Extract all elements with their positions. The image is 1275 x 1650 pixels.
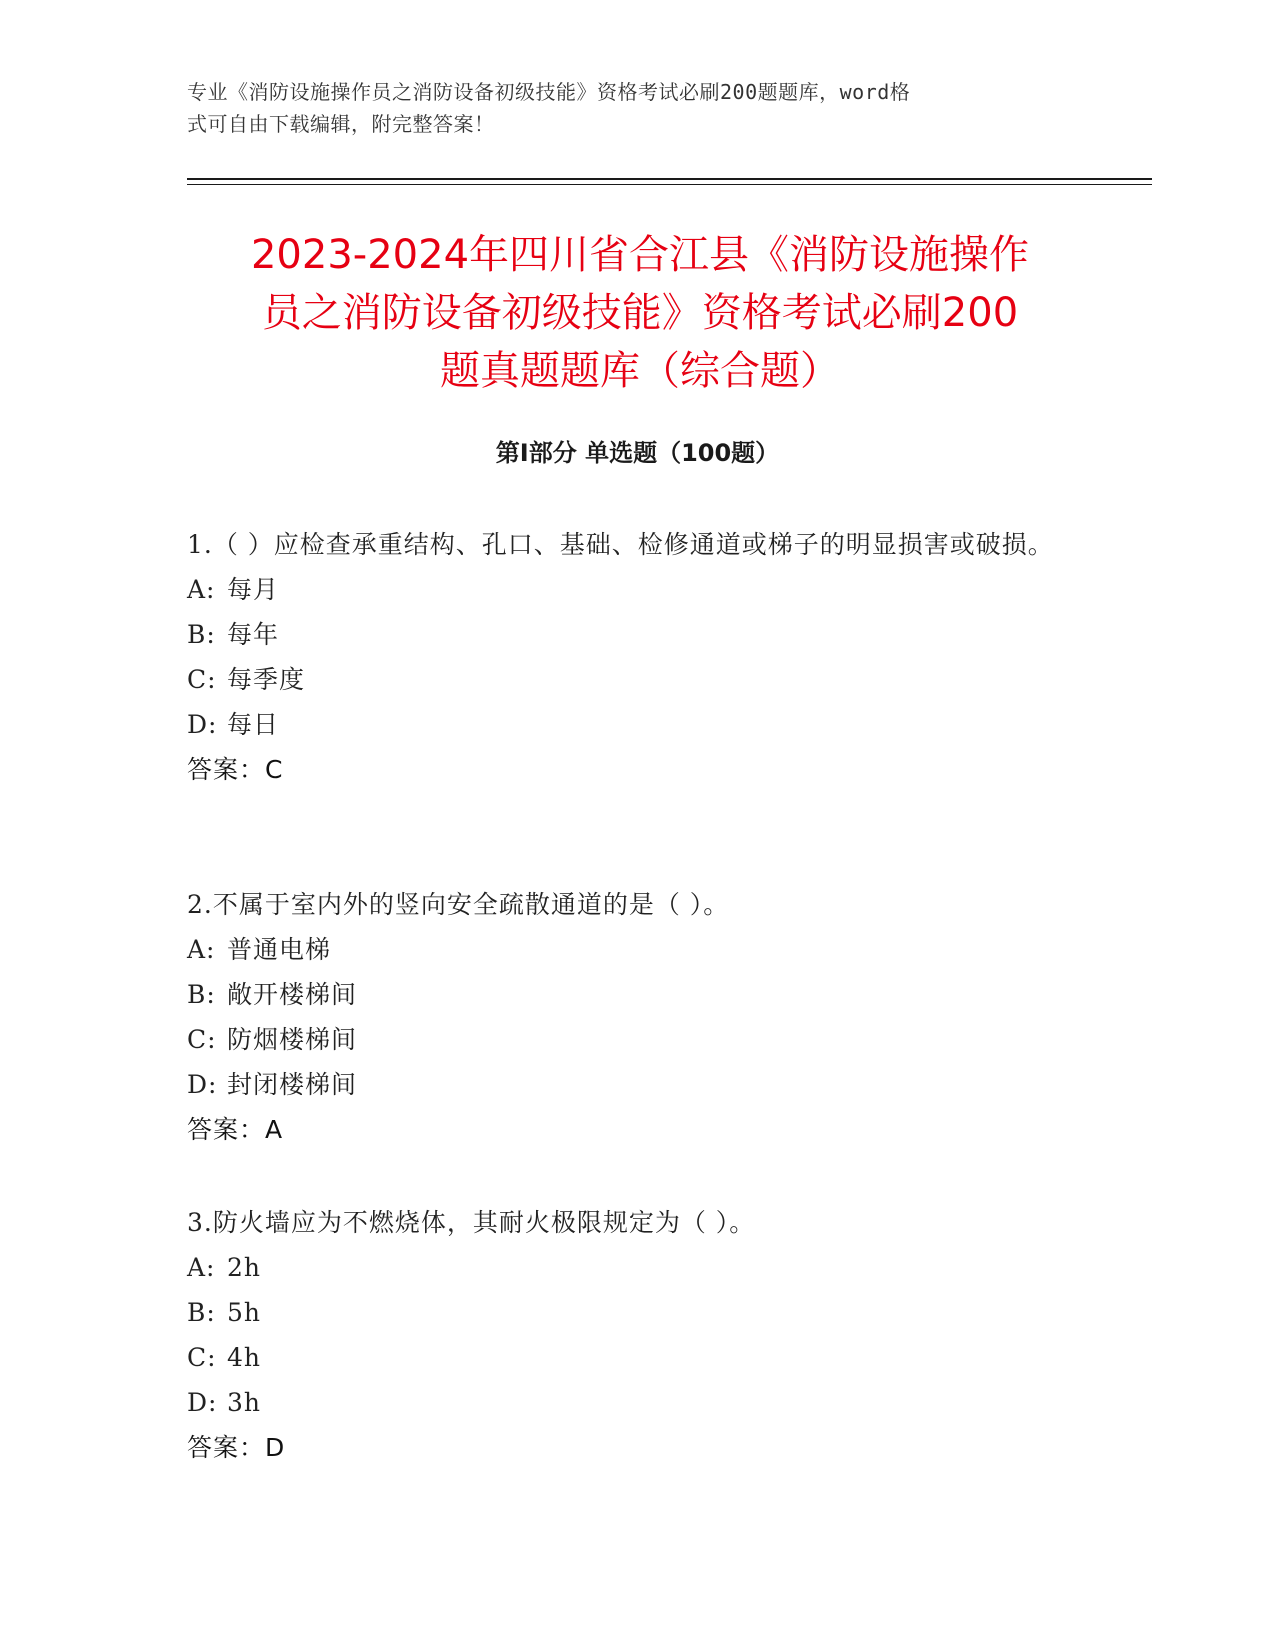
header-divider-thin <box>187 184 1152 185</box>
option-letter: A: <box>187 935 216 964</box>
option-d <box>187 1062 1067 1107</box>
answer: 答案：D <box>187 1433 286 1462</box>
option-c <box>187 1017 1067 1062</box>
option-b <box>187 1290 1067 1335</box>
question-2 <box>187 882 1067 1152</box>
question-stem: 1.（ ）应检查承重结构、孔口、基础、检修通道或梯子的明显损害或破损。 <box>187 530 1054 559</box>
question-stem: 2.不属于室内外的竖向安全疏散通道的是（ ）。 <box>187 890 730 919</box>
option-text: 防烟楼梯间 <box>227 1025 358 1054</box>
answer: 答案：C <box>187 755 284 784</box>
document-title <box>190 226 1090 400</box>
header-note <box>187 76 1077 140</box>
option-letter: B: <box>187 1298 216 1327</box>
option-text: 每月 <box>227 575 280 604</box>
option-letter: C: <box>187 665 217 694</box>
option-b <box>187 612 1067 657</box>
option-letter: B: <box>187 620 216 649</box>
option-a <box>187 927 1067 972</box>
option-text: 每日 <box>227 710 280 739</box>
option-letter: A: <box>187 575 216 604</box>
document-title-line-2: 员之消防设备初级技能》资格考试必刷200 <box>261 290 1019 336</box>
question-1 <box>187 522 1067 792</box>
option-text: 敞开楼梯间 <box>227 980 358 1009</box>
option-text: 3h <box>227 1388 262 1417</box>
option-letter: D: <box>187 1388 218 1417</box>
option-letter: C: <box>187 1025 217 1054</box>
section-heading: 第Ⅰ部分 单选题（100题） <box>495 439 780 467</box>
document-title-line-1: 2023-2024年四川省合江县《消防设施操作 <box>250 232 1030 278</box>
option-letter: C: <box>187 1343 217 1372</box>
option-a <box>187 1245 1067 1290</box>
option-text: 每季度 <box>227 665 306 694</box>
answer: 答案：A <box>187 1115 284 1144</box>
document-title-line-3: 题真题题库（综合题） <box>440 348 840 394</box>
option-text: 每年 <box>227 620 280 649</box>
option-d <box>187 702 1067 747</box>
option-letter: A: <box>187 1253 216 1282</box>
option-c <box>187 1335 1067 1380</box>
option-letter: D: <box>187 1070 218 1099</box>
option-b <box>187 972 1067 1017</box>
header-note-line-2: 式可自由下载编辑，附完整答案！ <box>187 112 495 136</box>
option-text: 4h <box>227 1343 262 1372</box>
option-text: 2h <box>227 1253 262 1282</box>
question-stem: 3.防火墙应为不燃烧体，其耐火极限规定为（ ）。 <box>187 1208 756 1237</box>
question-3 <box>187 1200 1067 1470</box>
option-letter: B: <box>187 980 216 1009</box>
header-divider-thick <box>187 178 1152 180</box>
header-note-line-1: 专业《消防设施操作员之消防设备初级技能》资格考试必刷200题题库，word格 <box>187 80 911 104</box>
option-text: 5h <box>227 1298 262 1327</box>
option-c <box>187 657 1067 702</box>
option-text: 封闭楼梯间 <box>227 1070 358 1099</box>
option-text: 普通电梯 <box>227 935 332 964</box>
option-letter: D: <box>187 710 218 739</box>
option-a <box>187 567 1067 612</box>
option-d <box>187 1380 1067 1425</box>
